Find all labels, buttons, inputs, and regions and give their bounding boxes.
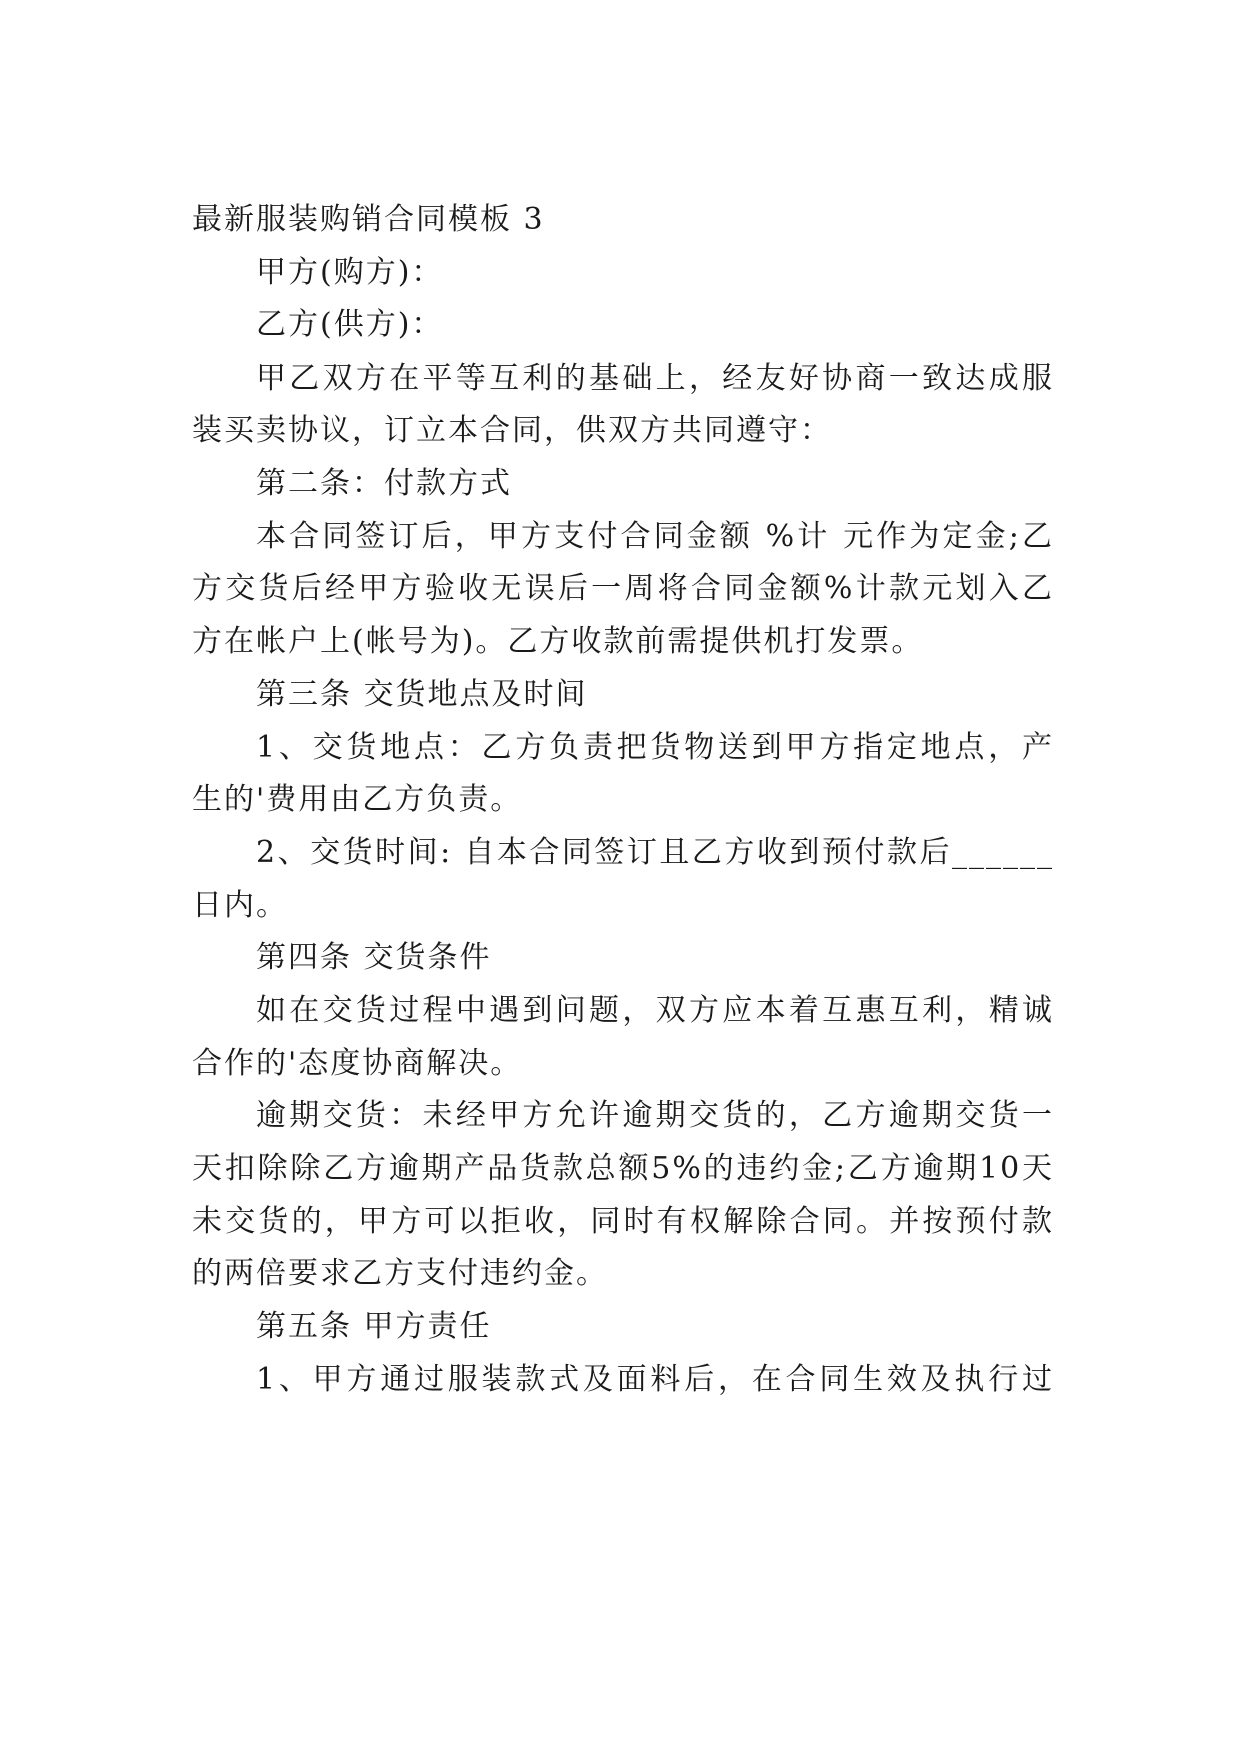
article-3-heading: 第三条 交货地点及时间 — [256, 677, 588, 712]
party-a-line: 甲方(购方)： — [256, 255, 444, 290]
article-3-item-2-line-1: 2、交货时间: 自本合同签订且乙方收到预付款后______ — [256, 835, 1054, 870]
article-3-item-2-line-2: 日内。 — [192, 888, 288, 923]
article-3-item-1-line-1: 1、交货地点：乙方负责把货物送到甲方指定地点，产 — [256, 730, 1054, 765]
article-4-paragraph-2-line-2: 天扣除除乙方逾期产品货款总额5%的违约金;乙方逾期10天 — [192, 1151, 1054, 1186]
article-5-item-1-line-1: 1、甲方通过服装款式及面料后，在合同生效及执行过 — [256, 1362, 1054, 1397]
intro-paragraph-line-2: 装买卖协议，订立本合同，供双方共同遵守： — [192, 413, 832, 448]
article-4-paragraph-1-line-1: 如在交货过程中遇到问题，双方应本着互惠互利，精诚 — [256, 993, 1054, 1028]
party-b-line: 乙方(供方)： — [256, 307, 444, 342]
article-2-heading: 第二条：付款方式 — [256, 466, 512, 501]
document-title: 最新服装购销合同模板 3 — [192, 202, 545, 237]
article-2-paragraph-line-3: 方在帐户上(帐号为)。乙方收款前需提供机打发票。 — [192, 624, 924, 659]
article-2-paragraph-line-1: 本合同签订后，甲方支付合同金额 %计 元作为定金;乙 — [256, 519, 1054, 554]
intro-paragraph-line-1: 甲乙双方在平等互利的基础上，经友好协商一致达成服 — [256, 361, 1054, 396]
article-3-item-1-line-2: 生的'费用由乙方负责。 — [192, 782, 523, 817]
article-4-heading: 第四条 交货条件 — [256, 940, 492, 975]
article-5-heading: 第五条 甲方责任 — [256, 1309, 492, 1344]
article-2-paragraph-line-2: 方交货后经甲方验收无误后一周将合同金额%计款元划入乙 — [192, 571, 1054, 606]
article-4-paragraph-2-line-4: 的两倍要求乙方支付违约金。 — [192, 1256, 608, 1291]
article-4-paragraph-1-line-2: 合作的'态度协商解决。 — [192, 1046, 523, 1081]
article-4-paragraph-2-line-3: 未交货的，甲方可以拒收，同时有权解除合同。并按预付款 — [192, 1204, 1054, 1239]
article-4-paragraph-2-line-1: 逾期交货：未经甲方允许逾期交货的，乙方逾期交货一 — [256, 1098, 1054, 1133]
